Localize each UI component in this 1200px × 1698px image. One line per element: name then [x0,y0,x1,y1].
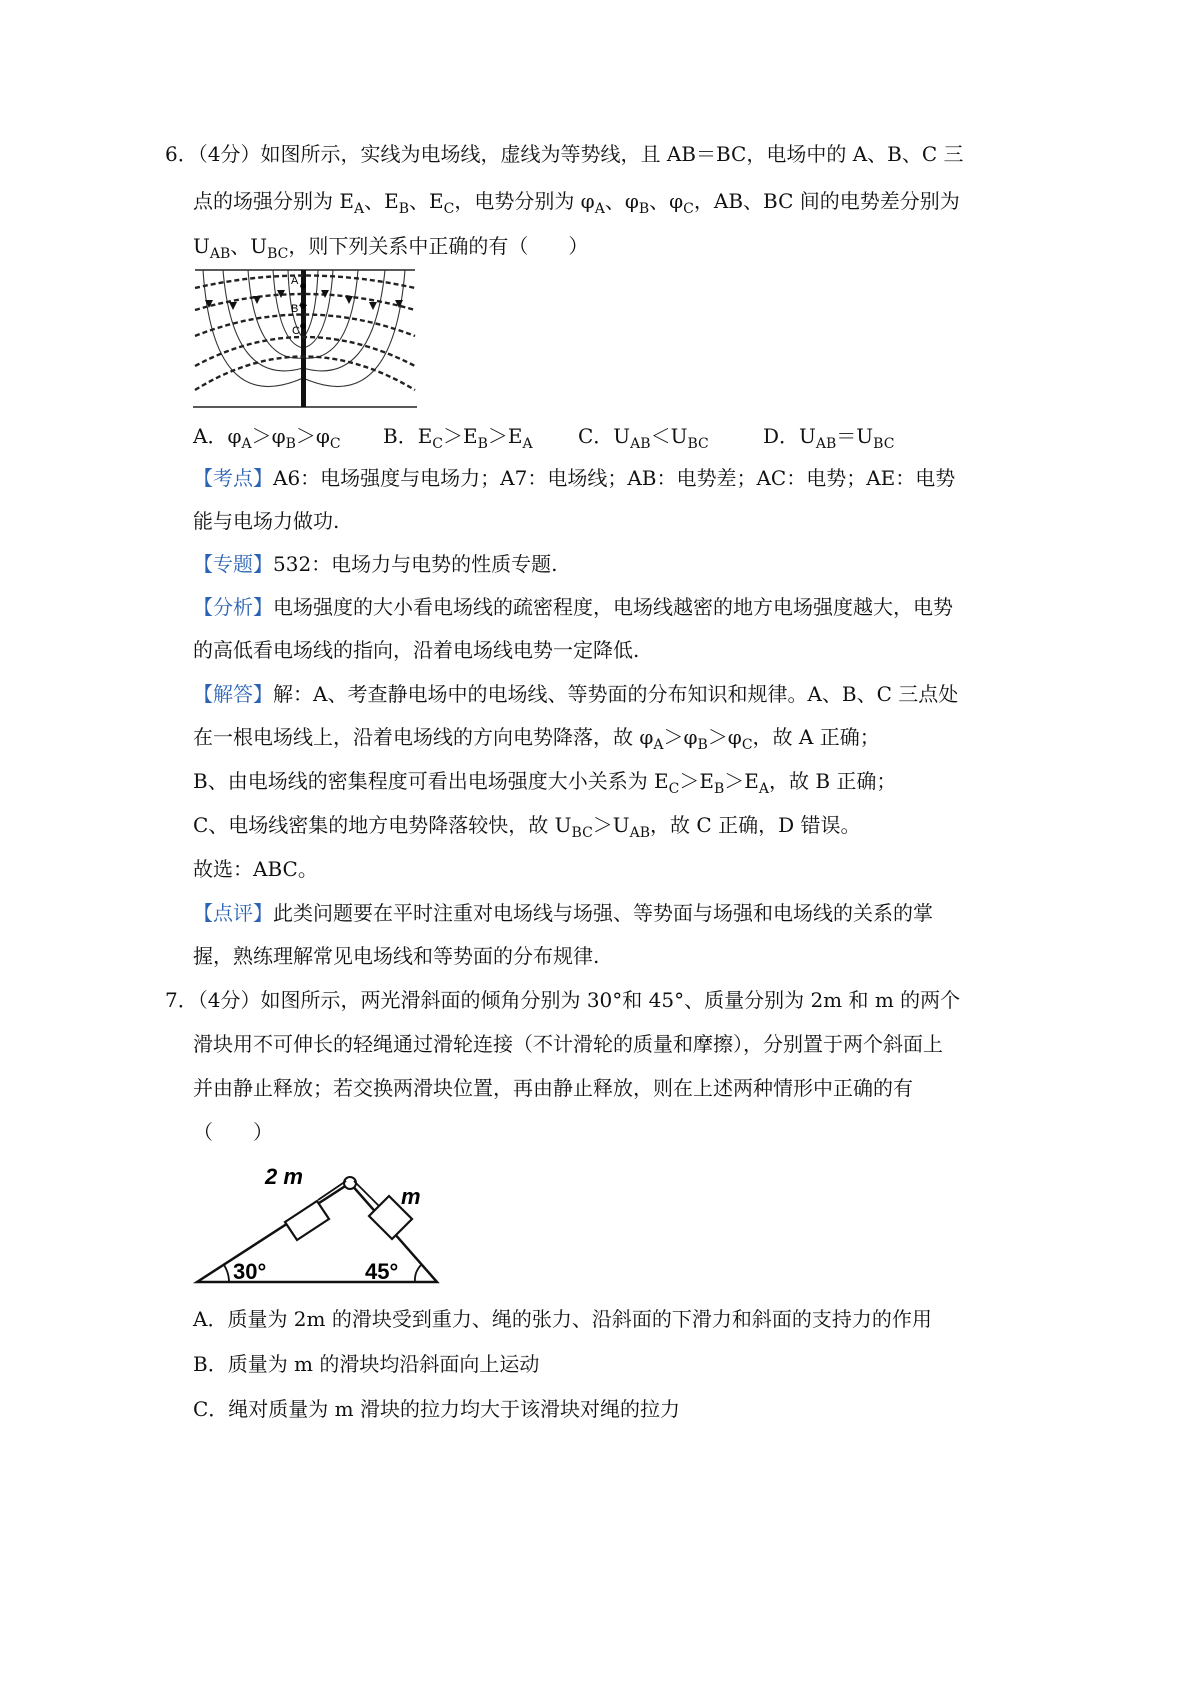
q6-jieda-3 [193,767,896,803]
q6-dianping-2: 握，熟练理解常见电场线和等势面的分布规律. [193,944,600,968]
sub-a: A [241,436,252,452]
jieda-2d: ，故 A 正确； [752,725,880,749]
arrow-6 [345,296,353,304]
fenxi-tag: 【分析】 [193,595,273,619]
sub-bc: BC [873,436,895,452]
jieda-2a: 在一根电场线上，沿着电场线的方向电势降落，故 φ [193,725,654,749]
q7-number: 7． [165,988,198,1012]
opt-c-2: ＜U [650,424,688,448]
arrow-3 [253,296,261,304]
sub-b: B [285,436,296,452]
sub-ab: AB [815,436,837,452]
sub-ab: AB [630,436,651,452]
q6-option-d [763,422,894,458]
q6-kaodian-2: 能与电场力做功. [193,509,340,533]
q7-option-b: B．质量为 m 的滑块均沿斜面向上运动 [193,1352,540,1376]
q6-fenxi-2: 的高低看电场线的指向，沿着电场线电势一定降低. [193,638,640,662]
opt-c-1: C．U [578,424,631,448]
sub-c: C [443,201,455,217]
point-a [300,283,306,289]
mass-label-m: m [401,1184,421,1209]
q7-option-c: C．绳对质量为 m 滑块的拉力均大于该滑块对绳的拉力 [193,1397,680,1421]
q6-stem-2g: ，AB、BC 间的电势差分别为 [693,189,960,213]
q6-jieda-4 [193,811,860,847]
arrow-2 [229,302,237,310]
q6-jieda-2 [193,723,880,759]
q6-option-b [383,422,533,458]
sub-b: B [477,436,488,452]
q7-stem-1: 如图所示，两光滑斜面的倾角分别为 30°和 45°、质量分别为 2m 和 m 的两个 [260,988,961,1012]
jieda-2b: ＞φ [663,725,698,749]
sub-b: B [638,201,650,217]
electric-field-figure [193,268,417,410]
sub-a: A [353,201,365,217]
q6-stem-3a: U [193,234,210,258]
point-c [300,323,306,329]
q6-dianping [193,899,933,927]
q6-kaodian [193,464,955,492]
rope-left [318,1181,346,1200]
sub-b: B [713,781,725,797]
jieda-2c: ＞φ [707,725,742,749]
q7-score: （4分） [197,988,261,1012]
q6-jieda [193,680,958,708]
sub-ab: AB [209,246,231,262]
sub-b: B [398,201,409,217]
q6-stem-3c: ，则下列关系中正确的有（ ） [288,234,589,258]
dianping-tag: 【点评】 [193,901,273,925]
q6-zhuanti [193,550,558,578]
sub-a: A [758,781,770,797]
angle-label-30: 30° [233,1259,267,1284]
opt-b-2: ＞E [443,424,478,448]
opt-d-1: D．U [763,424,816,448]
pulley [344,1177,356,1189]
inclined-planes-figure [193,1160,443,1290]
q6-stem-2c: 、E [409,189,444,213]
q6-stem-2d: ，电势分别为 φ [454,189,595,213]
label-b: B [291,303,299,315]
fenxi-text-1: 电场强度的大小看电场线的疏密程度，电场线越密的地方电场强度越大，电势 [273,595,953,619]
q6-fenxi [193,593,953,621]
q6-number: 6． [165,142,198,166]
jieda-3b: ＞E [679,769,714,793]
opt-a-1: A．φ [193,424,242,448]
opt-d-2: ＝U [836,424,874,448]
block-2m [285,1201,329,1240]
jieda-4b: ＞U [592,813,630,837]
q6-stem-1: 如图所示，实线为电场线，虚线为等势线，且 AB＝BC，电场中的 A、B、C 三 [260,142,964,166]
sub-a: A [594,201,605,217]
jieda-text-1: 解：A、考查静电场中的电场线、等势面的分布知识和规律。A、B、C 三点处 [273,682,959,706]
sub-c: C [432,436,444,452]
q6-stem-2b: 、E [364,189,399,213]
jieda-4a: C、电场线密集的地方电势降落较快，故 U [193,813,572,837]
angle-arc-30 [224,1265,229,1282]
dianping-text-1: 此类问题要在平时注重对电场线与场强、等势面与场强和电场线的关系的掌 [273,901,933,925]
jieda-3d: ，故 B 正确； [769,769,897,793]
opt-a-2: ＞φ [251,424,286,448]
mass-label-2m: 2 m [265,1164,303,1189]
q6-stem-2f: 、φ [649,189,684,213]
jieda-3a: B、由电场线的密集程度可看出电场强度大小关系为 E [193,769,669,793]
q6-option-c [578,422,709,458]
q7-line-2: 滑块用不可伸长的轻绳通过滑轮连接（不计滑轮的质量和摩擦），分别置于两个斜面上 [193,1032,943,1056]
sub-ab: AB [629,825,651,841]
label-c: C [292,325,300,337]
q7-option-a: A．质量为 2m 的滑块受到重力、绳的张力、沿斜面的下滑力和斜面的支持力的作用 [193,1307,932,1331]
opt-a-3: ＞φ [295,424,330,448]
q6-answer: 故选：ABC。 [193,857,318,881]
q6-line-1 [165,140,964,168]
sub-c: C [329,436,341,452]
q6-stem-2a: 点的场强分别为 E [193,189,354,213]
kaodian-tag: 【考点】 [193,466,273,490]
sub-bc: BC [687,436,709,452]
kaodian-text-1: A6：电场强度与电场力；A7：电场线；AB：电势差；AC：电势；AE：电势 [273,466,956,490]
q7-line-4: （ ） [193,1120,273,1144]
sub-bc: BC [267,246,289,262]
angle-arc-45 [415,1265,421,1282]
jieda-tag: 【解答】 [193,682,273,706]
jieda-4c: ，故 C 正确，D 错误。 [650,813,861,837]
opt-b-1: B．E [383,424,433,448]
q7-line-1 [165,986,960,1014]
sub-a: A [653,737,664,753]
q6-line-3 [193,232,588,268]
jieda-3c: ＞E [724,769,759,793]
q6-stem-2e: 、φ [604,189,639,213]
sub-a: A [522,436,533,452]
label-a: A [291,275,299,287]
sub-b: B [697,737,708,753]
q6-score: （4分） [197,142,261,166]
sub-bc: BC [571,825,593,841]
zhuanti-text: 532：电场力与电势的性质专题. [273,552,558,576]
q6-option-a [193,422,341,458]
sub-c: C [683,201,694,217]
sub-c: C [668,781,680,797]
zhuanti-tag: 【专题】 [193,552,273,576]
angle-label-45: 45° [365,1259,399,1284]
opt-b-3: ＞E [487,424,523,448]
arrow-7 [369,302,377,310]
q6-line-2 [193,187,960,223]
q6-stem-3b: 、U [230,234,268,258]
central-field-line [301,270,306,407]
sub-c: C [741,737,753,753]
q7-line-3: 并由静止释放；若交换两滑块位置，再由静止释放，则在上述两种情形中正确的有 [193,1076,913,1100]
point-b [300,303,306,309]
